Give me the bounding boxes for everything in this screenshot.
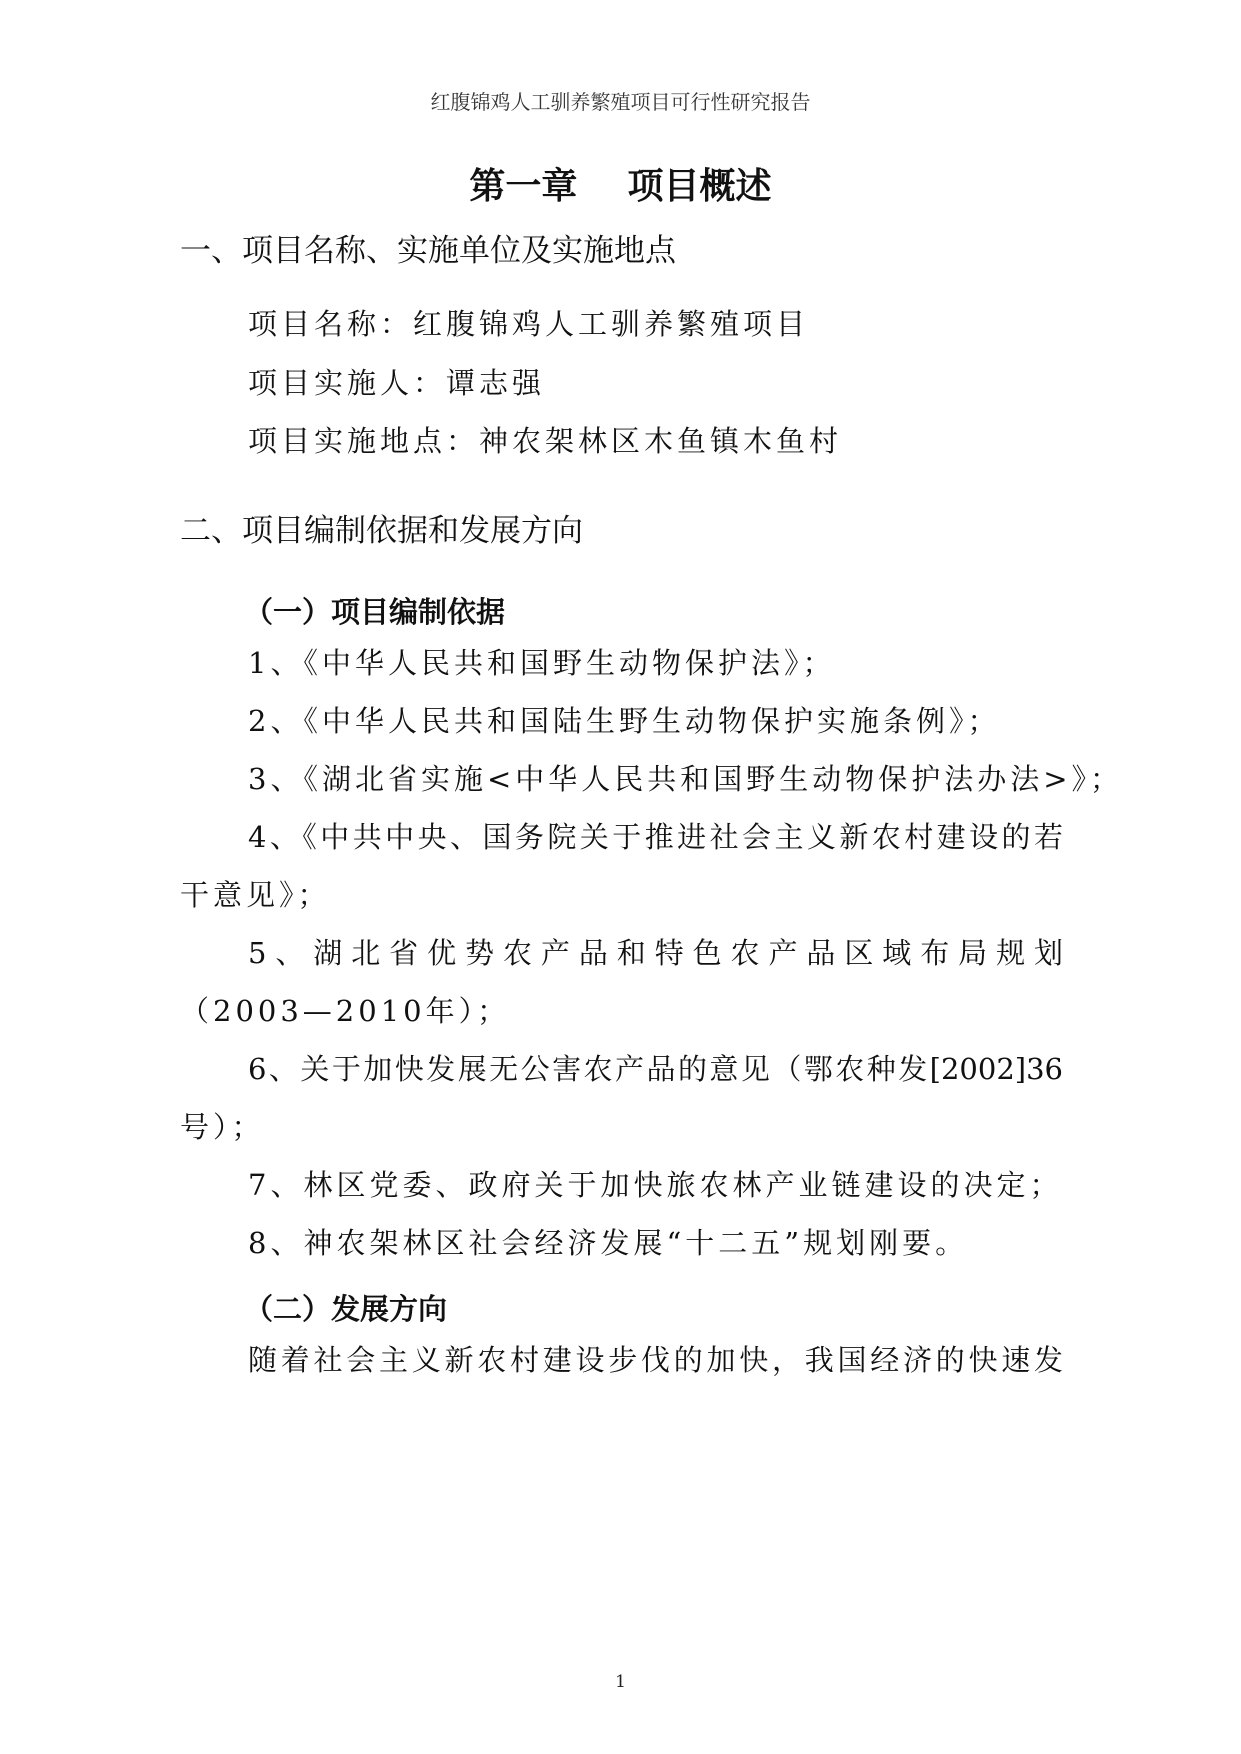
basis-item-3: 3、《湖北省实施<中华人民共和国野生动物保护法办法>》； bbox=[248, 762, 1124, 796]
project-location-line: 项目实施地点：神农架林区木鱼镇木鱼村 bbox=[248, 424, 843, 458]
basis-item-4-line-2: 干意见》； bbox=[180, 878, 331, 912]
section-heading-1: 一、项目名称、实施单位及实施地点 bbox=[180, 233, 676, 269]
basis-item-8: 8、神农架林区社会经济发展“十二五”规划刚要。 bbox=[248, 1226, 969, 1260]
chapter-title: 第一章 项目概述 bbox=[469, 166, 772, 207]
basis-item-2: 2、《中华人民共和国陆生野生动物保护实施条例》； bbox=[248, 704, 1001, 738]
sub-heading-direction: （二）发展方向 bbox=[244, 1292, 448, 1326]
running-header: 红腹锦鸡人工驯养繁殖项目可行性研究报告 bbox=[430, 90, 811, 114]
sub-heading-basis: （一）项目编制依据 bbox=[244, 595, 506, 629]
project-name-line: 项目名称：红腹锦鸡人工驯养繁殖项目 bbox=[248, 307, 810, 341]
basis-item-5-line-2: （2003—2010年）； bbox=[180, 994, 511, 1028]
basis-item-6-line-1: 6、关于加快发展无公害农产品的意见（鄂农种发[2002]36 bbox=[248, 1052, 1063, 1086]
page-number: 1 bbox=[615, 1672, 626, 1692]
basis-item-1: 1、《中华人民共和国野生动物保护法》； bbox=[248, 646, 836, 680]
basis-item-4-line-1: 4、《中共中央、国务院关于推进社会主义新农村建设的若 bbox=[248, 820, 1063, 854]
direction-paragraph-line-1: 随着社会主义新农村建设步伐的加快，我国经济的快速发 bbox=[248, 1343, 1063, 1377]
basis-item-5-line-1: 5、湖北省优势农产品和特色农产品区域布局规划 bbox=[248, 936, 1063, 970]
section-heading-2: 二、项目编制依据和发展方向 bbox=[180, 513, 583, 549]
project-implementer-line: 项目实施人：谭志强 bbox=[248, 366, 546, 400]
basis-item-6-line-2: 号）； bbox=[180, 1110, 265, 1144]
basis-item-7: 7、林区党委、政府关于加快旅农林产业链建设的决定； bbox=[248, 1168, 1063, 1202]
